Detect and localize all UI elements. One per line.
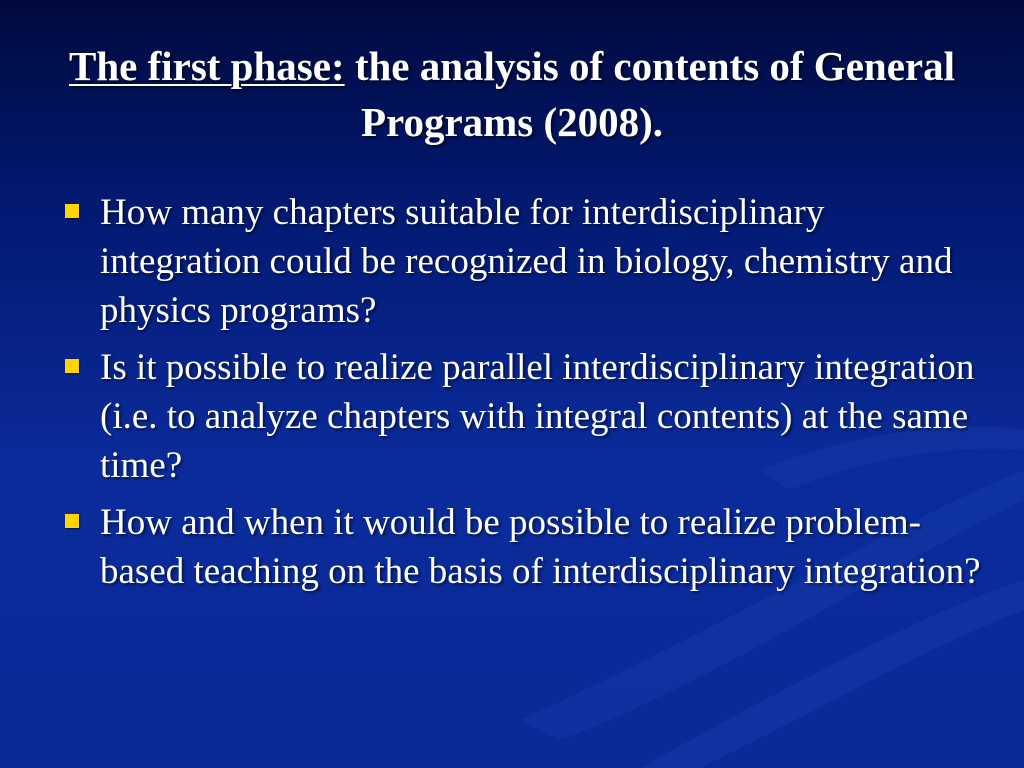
square-bullet-icon: [65, 514, 79, 528]
title-rest: the analysis of contents of General Programs (2008).: [344, 43, 955, 145]
bullet-text: How and when it would be possible to realize problem-based teaching on the basis of interdisciplinary integration?: [100, 502, 981, 592]
bullet-item: [62, 188, 982, 335]
bullet-text: How many chapters suitable for interdisciplinary integration could be recognized in biology, chemistry and physics programs?: [100, 192, 953, 331]
title-lead: The first phase:: [68, 43, 345, 89]
square-bullet-icon: [65, 359, 79, 373]
bullet-item: [62, 498, 982, 596]
bullet-text: Is it possible to realize parallel interdisciplinary integration (i.e. to analyze chapters with integral contents) at the same time?: [100, 347, 975, 486]
bullet-item: [62, 343, 982, 490]
square-bullet-icon: [65, 204, 79, 218]
slide-title: [40, 38, 984, 150]
bullet-list: [62, 188, 982, 604]
